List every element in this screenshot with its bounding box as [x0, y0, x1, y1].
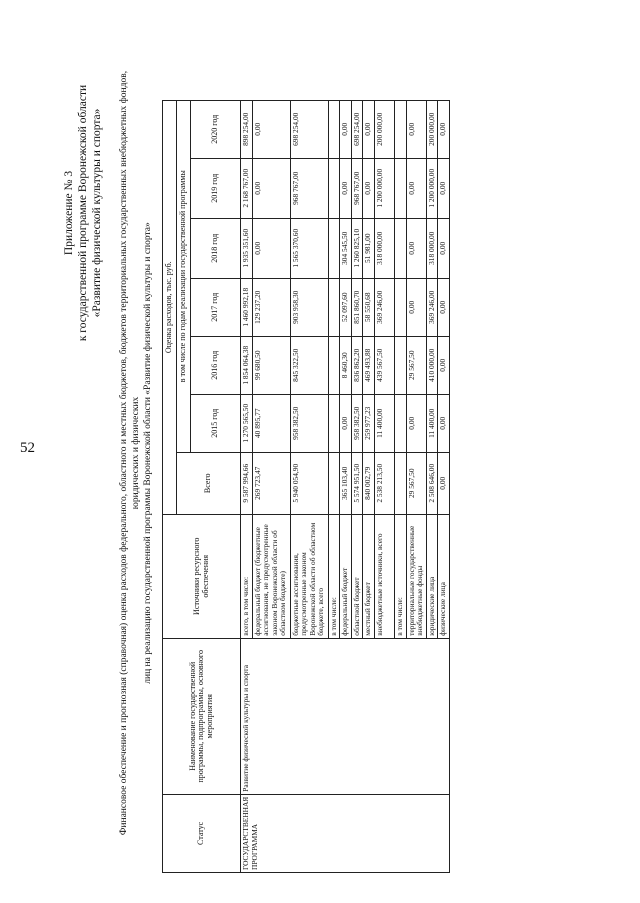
source-cell: территориальные государственные внебюджетные фонды	[406, 514, 426, 638]
source-cell: юридические лица	[426, 514, 438, 638]
value-cell: 11 400,00	[426, 394, 438, 452]
header-line-3: «Развитие физической культуры и спорта»	[91, 108, 103, 318]
value-cell: 29 567,50	[406, 336, 426, 394]
value-cell: 968 767,00	[351, 158, 363, 218]
document-title	[118, 43, 154, 863]
value-cell: 8 460,30	[340, 336, 352, 394]
value-cell: 40 895,77	[252, 394, 290, 452]
source-cell: местный бюджет	[363, 514, 375, 638]
header-estimate: Оценка расходов, тыс. руб.	[163, 100, 177, 514]
header-year: 2015 год	[191, 394, 241, 452]
financing-table	[162, 100, 450, 873]
header-year: 2017 год	[191, 278, 241, 336]
source-cell: внебюджетные источники, всего	[374, 514, 394, 638]
value-cell: 259 977,23	[363, 394, 375, 452]
value-cell: 0,00	[406, 394, 426, 452]
value-cell: 836 862,20	[351, 336, 363, 394]
header-year: 2019 год	[191, 158, 241, 218]
header-year: 2016 год	[191, 336, 241, 394]
header-source: Источники ресурсного обеспечения	[163, 514, 241, 638]
value-cell	[328, 218, 340, 278]
header-total: Всего	[177, 452, 241, 514]
value-cell: 469 493,88	[363, 336, 375, 394]
header-by-years: в том числе по годам реализации государственной программы	[177, 100, 191, 452]
total-cell: 29 567,50	[406, 452, 426, 514]
source-cell: в том числе:	[394, 514, 406, 638]
value-cell: 698 254,00	[290, 100, 328, 158]
value-cell: 304 545,50	[340, 218, 352, 278]
value-cell: 318 000,00	[374, 218, 394, 278]
value-cell: 318 000,00	[426, 218, 438, 278]
page-number: 52	[20, 440, 35, 456]
value-cell: 1 260 825,10	[351, 218, 363, 278]
value-cell: 0,00	[438, 278, 450, 336]
value-cell	[328, 336, 340, 394]
value-cell: 58 550,68	[363, 278, 375, 336]
header-year: 2020 год	[191, 100, 241, 158]
status-cell: ГОСУДАРСТВЕННАЯ ПРОГРАММА	[241, 794, 450, 872]
header-line-1: Приложение № 3	[63, 170, 75, 256]
value-cell	[328, 394, 340, 452]
value-cell: 968 767,00	[290, 158, 328, 218]
table-row	[241, 100, 253, 872]
source-cell: в том числе:	[328, 514, 340, 638]
value-cell: 0,00	[406, 218, 426, 278]
value-cell: 1 200 000,00	[374, 158, 394, 218]
value-cell: 1 270 565,50	[241, 394, 253, 452]
total-cell: 9 587 994,66	[241, 452, 253, 514]
value-cell: 0,00	[252, 100, 290, 158]
value-cell: 1 854 064,38	[241, 336, 253, 394]
value-cell: 0,00	[438, 336, 450, 394]
value-cell: 99 680,50	[252, 336, 290, 394]
value-cell	[394, 218, 406, 278]
value-cell: 0,00	[340, 394, 352, 452]
program-name-cell: Развитие физической культуры и спорта	[241, 638, 450, 794]
total-cell: 2 538 213,50	[374, 452, 394, 514]
value-cell: 851 860,70	[351, 278, 363, 336]
total-cell: 840 002,79	[363, 452, 375, 514]
total-cell: 5 574 951,50	[351, 452, 363, 514]
header-status: Статус	[163, 794, 241, 872]
value-cell: 845 322,50	[290, 336, 328, 394]
value-cell: 0,00	[340, 100, 352, 158]
title-line-2: лиц на реализацию государственной программы Воронежской области «Развитие физической культуры и спорта»	[143, 222, 153, 684]
value-cell: 129 237,20	[252, 278, 290, 336]
appendix-header	[62, 43, 104, 383]
value-cell: 1 460 992,18	[241, 278, 253, 336]
value-cell: 200 000,00	[374, 100, 394, 158]
value-cell: 11 400,00	[374, 394, 394, 452]
source-cell: физические лица	[438, 514, 450, 638]
value-cell: 0,00	[406, 158, 426, 218]
source-cell: федеральный бюджет (бюджетные ассигнования, не предусмотренные законом Воронежской области об областном бюджете)	[252, 514, 290, 638]
value-cell	[394, 278, 406, 336]
value-cell: 0,00	[438, 158, 450, 218]
value-cell: 0,00	[406, 100, 426, 158]
source-cell: всего, в том числе:	[241, 514, 253, 638]
value-cell: 698 254,00	[351, 100, 363, 158]
total-cell: 365 103,40	[340, 452, 352, 514]
header-program-name: Наименование государственной программы, подпрограммы, основного мероприятия	[163, 638, 241, 794]
total-cell: 0,00	[438, 452, 450, 514]
value-cell: 439 567,50	[374, 336, 394, 394]
value-cell: 369 246,00	[374, 278, 394, 336]
value-cell: 1 200 000,00	[426, 158, 438, 218]
value-cell	[328, 158, 340, 218]
value-cell	[394, 100, 406, 158]
value-cell	[394, 158, 406, 218]
value-cell	[328, 278, 340, 336]
value-cell: 958 382,50	[290, 394, 328, 452]
total-cell	[328, 452, 340, 514]
value-cell: 903 958,30	[290, 278, 328, 336]
value-cell: 0,00	[252, 158, 290, 218]
total-cell: 269 723,47	[252, 452, 290, 514]
value-cell: 0,00	[252, 218, 290, 278]
total-cell: 5 940 054,90	[290, 452, 328, 514]
value-cell: 2 168 767,00	[241, 158, 253, 218]
total-cell: 2 508 646,00	[426, 452, 438, 514]
value-cell	[394, 394, 406, 452]
header-year: 2018 год	[191, 218, 241, 278]
value-cell	[328, 100, 340, 158]
value-cell: 51 981,00	[363, 218, 375, 278]
source-cell: федеральный бюджет	[340, 514, 352, 638]
value-cell: 0,00	[363, 100, 375, 158]
value-cell: 0,00	[363, 158, 375, 218]
header-line-2: к государственной программе Воронежской области	[77, 84, 89, 342]
value-cell: 0,00	[438, 394, 450, 452]
value-cell: 52 097,60	[340, 278, 352, 336]
value-cell: 1 565 370,60	[290, 218, 328, 278]
value-cell: 0,00	[340, 158, 352, 218]
value-cell: 898 254,00	[241, 100, 253, 158]
value-cell: 0,00	[438, 100, 450, 158]
value-cell: 369 246,00	[426, 278, 438, 336]
value-cell	[394, 336, 406, 394]
source-cell: бюджетные ассигнования, предусмотренные законом Воронежской области об областном бюджете, всего	[290, 514, 328, 638]
value-cell: 1 935 351,60	[241, 218, 253, 278]
value-cell: 958 382,50	[351, 394, 363, 452]
source-cell: областной бюджет	[351, 514, 363, 638]
total-cell	[394, 452, 406, 514]
value-cell: 410 000,00	[426, 336, 438, 394]
value-cell: 0,00	[406, 278, 426, 336]
title-line-1: Финансовое обеспечение и прогнозная (справочная) оценка расходов федерального, областного и местных бюджетов, бюджетов территориальных государственных внебюджетных фондов, юридических и физических	[119, 70, 141, 836]
value-cell: 0,00	[438, 218, 450, 278]
value-cell: 200 000,00	[426, 100, 438, 158]
